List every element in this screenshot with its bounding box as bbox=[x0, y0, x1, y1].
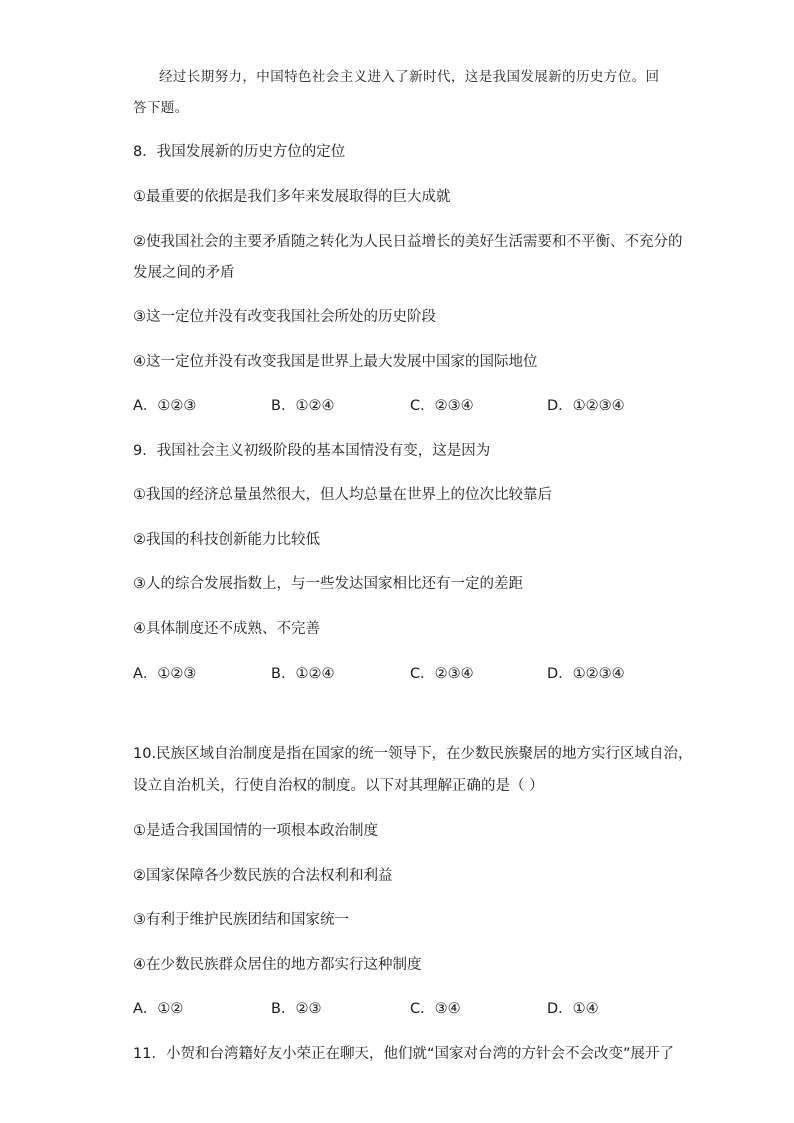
question-10-item-2: ②国家保障各少数民族的合法权利和利益 bbox=[133, 868, 393, 884]
question-8-options bbox=[133, 397, 653, 415]
question-9-item-3: ③人的综合发展指数上，与一些发达国家相比还有一定的差距 bbox=[133, 576, 523, 592]
question-10-item-1: ①是适合我国国情的一项根本政治制度 bbox=[133, 823, 378, 839]
question-10-options bbox=[133, 1000, 653, 1018]
intro-line-1: 经过长期努力，中国特色社会主义进入了新时代，这是我国发展新的历史方位。回 bbox=[159, 69, 660, 85]
question-10-item-3: ③有利于维护民族团结和国家统一 bbox=[133, 912, 349, 928]
intro-line-2: 答下题。 bbox=[133, 100, 189, 116]
option-b[interactable]: B．①②④ bbox=[271, 666, 335, 682]
option-c[interactable]: C．③④ bbox=[410, 1001, 461, 1017]
option-d[interactable]: D．①②③④ bbox=[547, 666, 625, 682]
question-9-options bbox=[133, 665, 653, 683]
question-8-item-4: ④这一定位并没有改变我国是世界上最大发展中国家的国际地位 bbox=[133, 354, 538, 370]
option-a[interactable]: A．①②③ bbox=[133, 666, 197, 682]
option-b[interactable]: B．②③ bbox=[271, 1001, 322, 1017]
question-8-item-2-line-2: 发展之间的矛盾 bbox=[133, 265, 235, 281]
question-8-item-1: ①最重要的依据是我们多年来发展取得的巨大成就 bbox=[133, 189, 451, 205]
question-8-item-3: ③这一定位并没有改变我国社会所处的历史阶段 bbox=[133, 309, 436, 325]
question-9-item-1: ①我国的经济总量虽然很大，但人均总量在世界上的位次比较靠后 bbox=[133, 487, 552, 503]
option-d[interactable]: D．①④ bbox=[547, 1001, 599, 1017]
question-9-item-4: ④具体制度还不成熟、不完善 bbox=[133, 621, 320, 637]
option-b[interactable]: B．①②④ bbox=[271, 398, 335, 414]
question-8-stem: 8．我国发展新的历史方位的定位 bbox=[133, 144, 346, 160]
option-c[interactable]: C．②③④ bbox=[410, 666, 474, 682]
option-d[interactable]: D．①②③④ bbox=[547, 398, 625, 414]
question-9-item-2: ②我国的科技创新能力比较低 bbox=[133, 532, 320, 548]
question-9-stem: 9．我国社会主义初级阶段的基本国情没有变，这是因为 bbox=[133, 443, 491, 459]
question-10-stem-line-2: 设立自治机关，行使自治权的制度。以下对其理解正确的是（ ） bbox=[133, 778, 544, 794]
question-11-stem-line-1: 11．小贺和台湾籍好友小荣正在聊天，他们就“国家对台湾的方针会不会改变”展开了 bbox=[133, 1046, 674, 1062]
question-10-stem-line-1: 10.民族区域自治制度是指在国家的统一领导下，在少数民族聚居的地方实行区域自治， bbox=[133, 746, 693, 762]
question-10-item-4: ④在少数民族群众居住的地方都实行这种制度 bbox=[133, 957, 422, 973]
option-a[interactable]: A．①②③ bbox=[133, 398, 197, 414]
question-8-item-2-line-1: ②使我国社会的主要矛盾随之转化为人民日益增长的美好生活需要和不平衡、不充分的 bbox=[133, 234, 683, 250]
option-c[interactable]: C．②③④ bbox=[410, 398, 474, 414]
option-a[interactable]: A．①② bbox=[133, 1001, 184, 1017]
